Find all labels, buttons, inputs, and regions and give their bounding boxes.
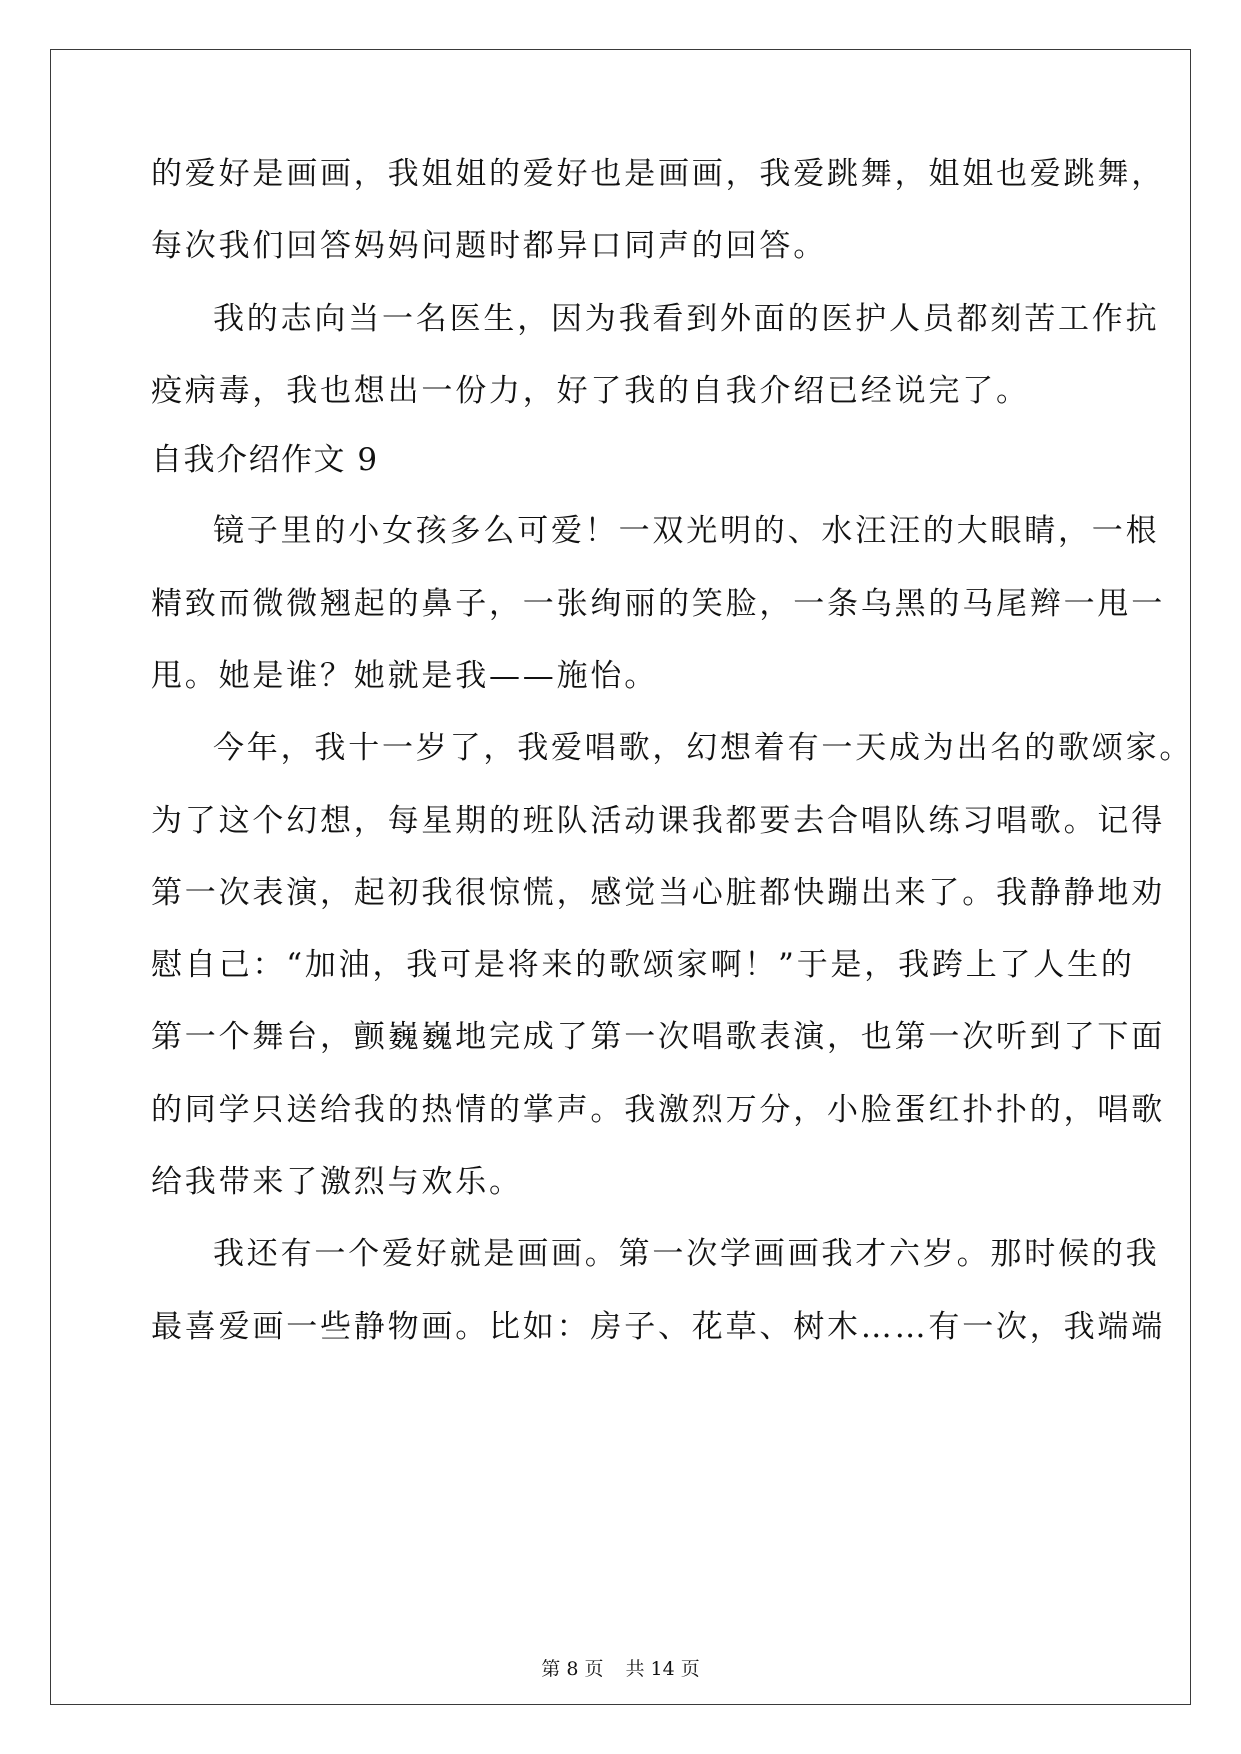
section-heading: 自我介绍作文 9 xyxy=(151,442,379,478)
text-line: 每次我们回答妈妈问题时都异口同声的回答。 xyxy=(151,228,827,264)
text-line: 第一次表演，起初我很惊慌，感觉当心脏都快蹦出来了。我静静地劝 xyxy=(151,875,1165,911)
text-line: 疫病毒，我也想出一份力，好了我的自我介绍已经说完了。 xyxy=(151,373,1030,409)
page-footer xyxy=(0,1657,1241,1681)
page-total: 共 14 页 xyxy=(625,1658,700,1680)
text-line: 镜子里的小女孩多么可爱！一双光明的、水汪汪的大眼睛，一根 xyxy=(213,513,1160,549)
text-line: 慰自己：“加油，我可是将来的歌颂家啊！”于是，我跨上了人生的 xyxy=(151,947,1135,983)
text-line: 我还有一个爱好就是画画。第一次学画画我才六岁。那时候的我 xyxy=(213,1236,1160,1272)
text-line: 的爱好是画画，我姐姐的爱好也是画画，我爱跳舞，姐姐也爱跳舞， xyxy=(151,156,1165,192)
text-line: 甩。她是谁？她就是我——施怡。 xyxy=(151,658,658,694)
text-line: 第一个舞台，颤巍巍地完成了第一次唱歌表演，也第一次听到了下面 xyxy=(151,1019,1165,1055)
text-line: 今年，我十一岁了，我爱唱歌，幻想着有一天成为出名的歌颂家。 xyxy=(213,730,1194,766)
page-number: 第 8 页 xyxy=(541,1658,604,1680)
text-line: 为了这个幻想，每星期的班队活动课我都要去合唱队练习唱歌。记得 xyxy=(151,803,1165,839)
text-line: 精致而微微翘起的鼻子，一张绚丽的笑脸，一条乌黑的马尾辫一甩一 xyxy=(151,586,1165,622)
text-line: 给我带来了激烈与欢乐。 xyxy=(151,1164,523,1200)
text-line: 最喜爱画一些静物画。比如：房子、花草、树木……有一次，我端端 xyxy=(151,1309,1165,1345)
text-line: 我的志向当一名医生，因为我看到外面的医护人员都刻苦工作抗 xyxy=(213,301,1160,337)
text-line: 的同学只送给我的热情的掌声。我激烈万分，小脸蛋红扑扑的，唱歌 xyxy=(151,1092,1165,1128)
